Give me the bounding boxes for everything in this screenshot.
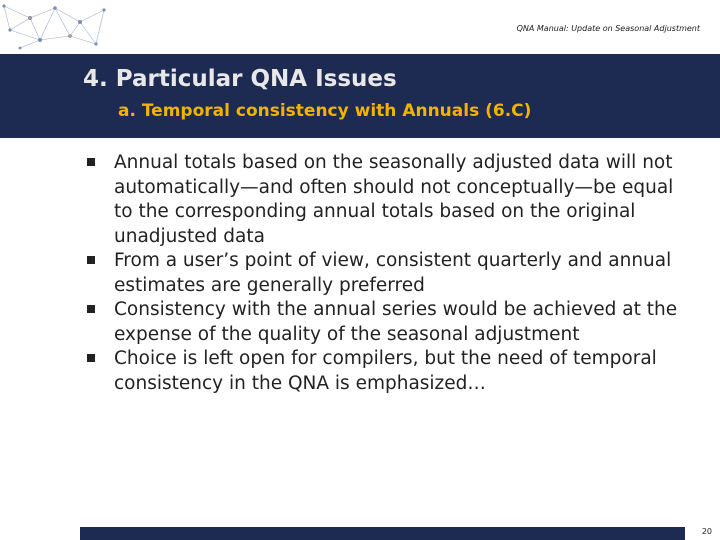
bullet-list: [82, 151, 682, 396]
page-number: 20: [701, 527, 712, 536]
square-bullet-icon: [87, 354, 95, 362]
bullet-item: [82, 347, 682, 396]
bullet-text: Choice is left open for compilers, but the need of temporal consistency in the QNA is emphasized…: [114, 348, 657, 394]
slide-subtitle: a. Temporal consistency with Annuals (6.C): [118, 101, 532, 121]
bullet-text: Annual totals based on the seasonally adjusted data will not automatically—and often should not conceptually—be equal to the corresponding annual totals based on the original unadjusted data: [114, 152, 674, 247]
slide-title: 4. Particular QNA Issues: [83, 66, 397, 92]
bullet-text: Consistency with the annual series would be achieved at the expense of the quality of the seasonal adjustment: [114, 299, 678, 345]
network-logo-graphic: [0, 0, 112, 52]
square-bullet-icon: [87, 305, 95, 313]
square-bullet-icon: [87, 158, 95, 166]
footer-bar: [80, 527, 685, 540]
bullet-text: From a user’s point of view, consistent quarterly and annual estimates are generally preferred: [114, 250, 672, 296]
bullet-item: [82, 151, 682, 249]
header-note: QNA Manual: Update on Seasonal Adjustment: [516, 24, 700, 33]
square-bullet-icon: [87, 256, 95, 264]
bullet-item: [82, 249, 682, 298]
bullet-item: [82, 298, 682, 347]
title-band: [0, 54, 720, 138]
